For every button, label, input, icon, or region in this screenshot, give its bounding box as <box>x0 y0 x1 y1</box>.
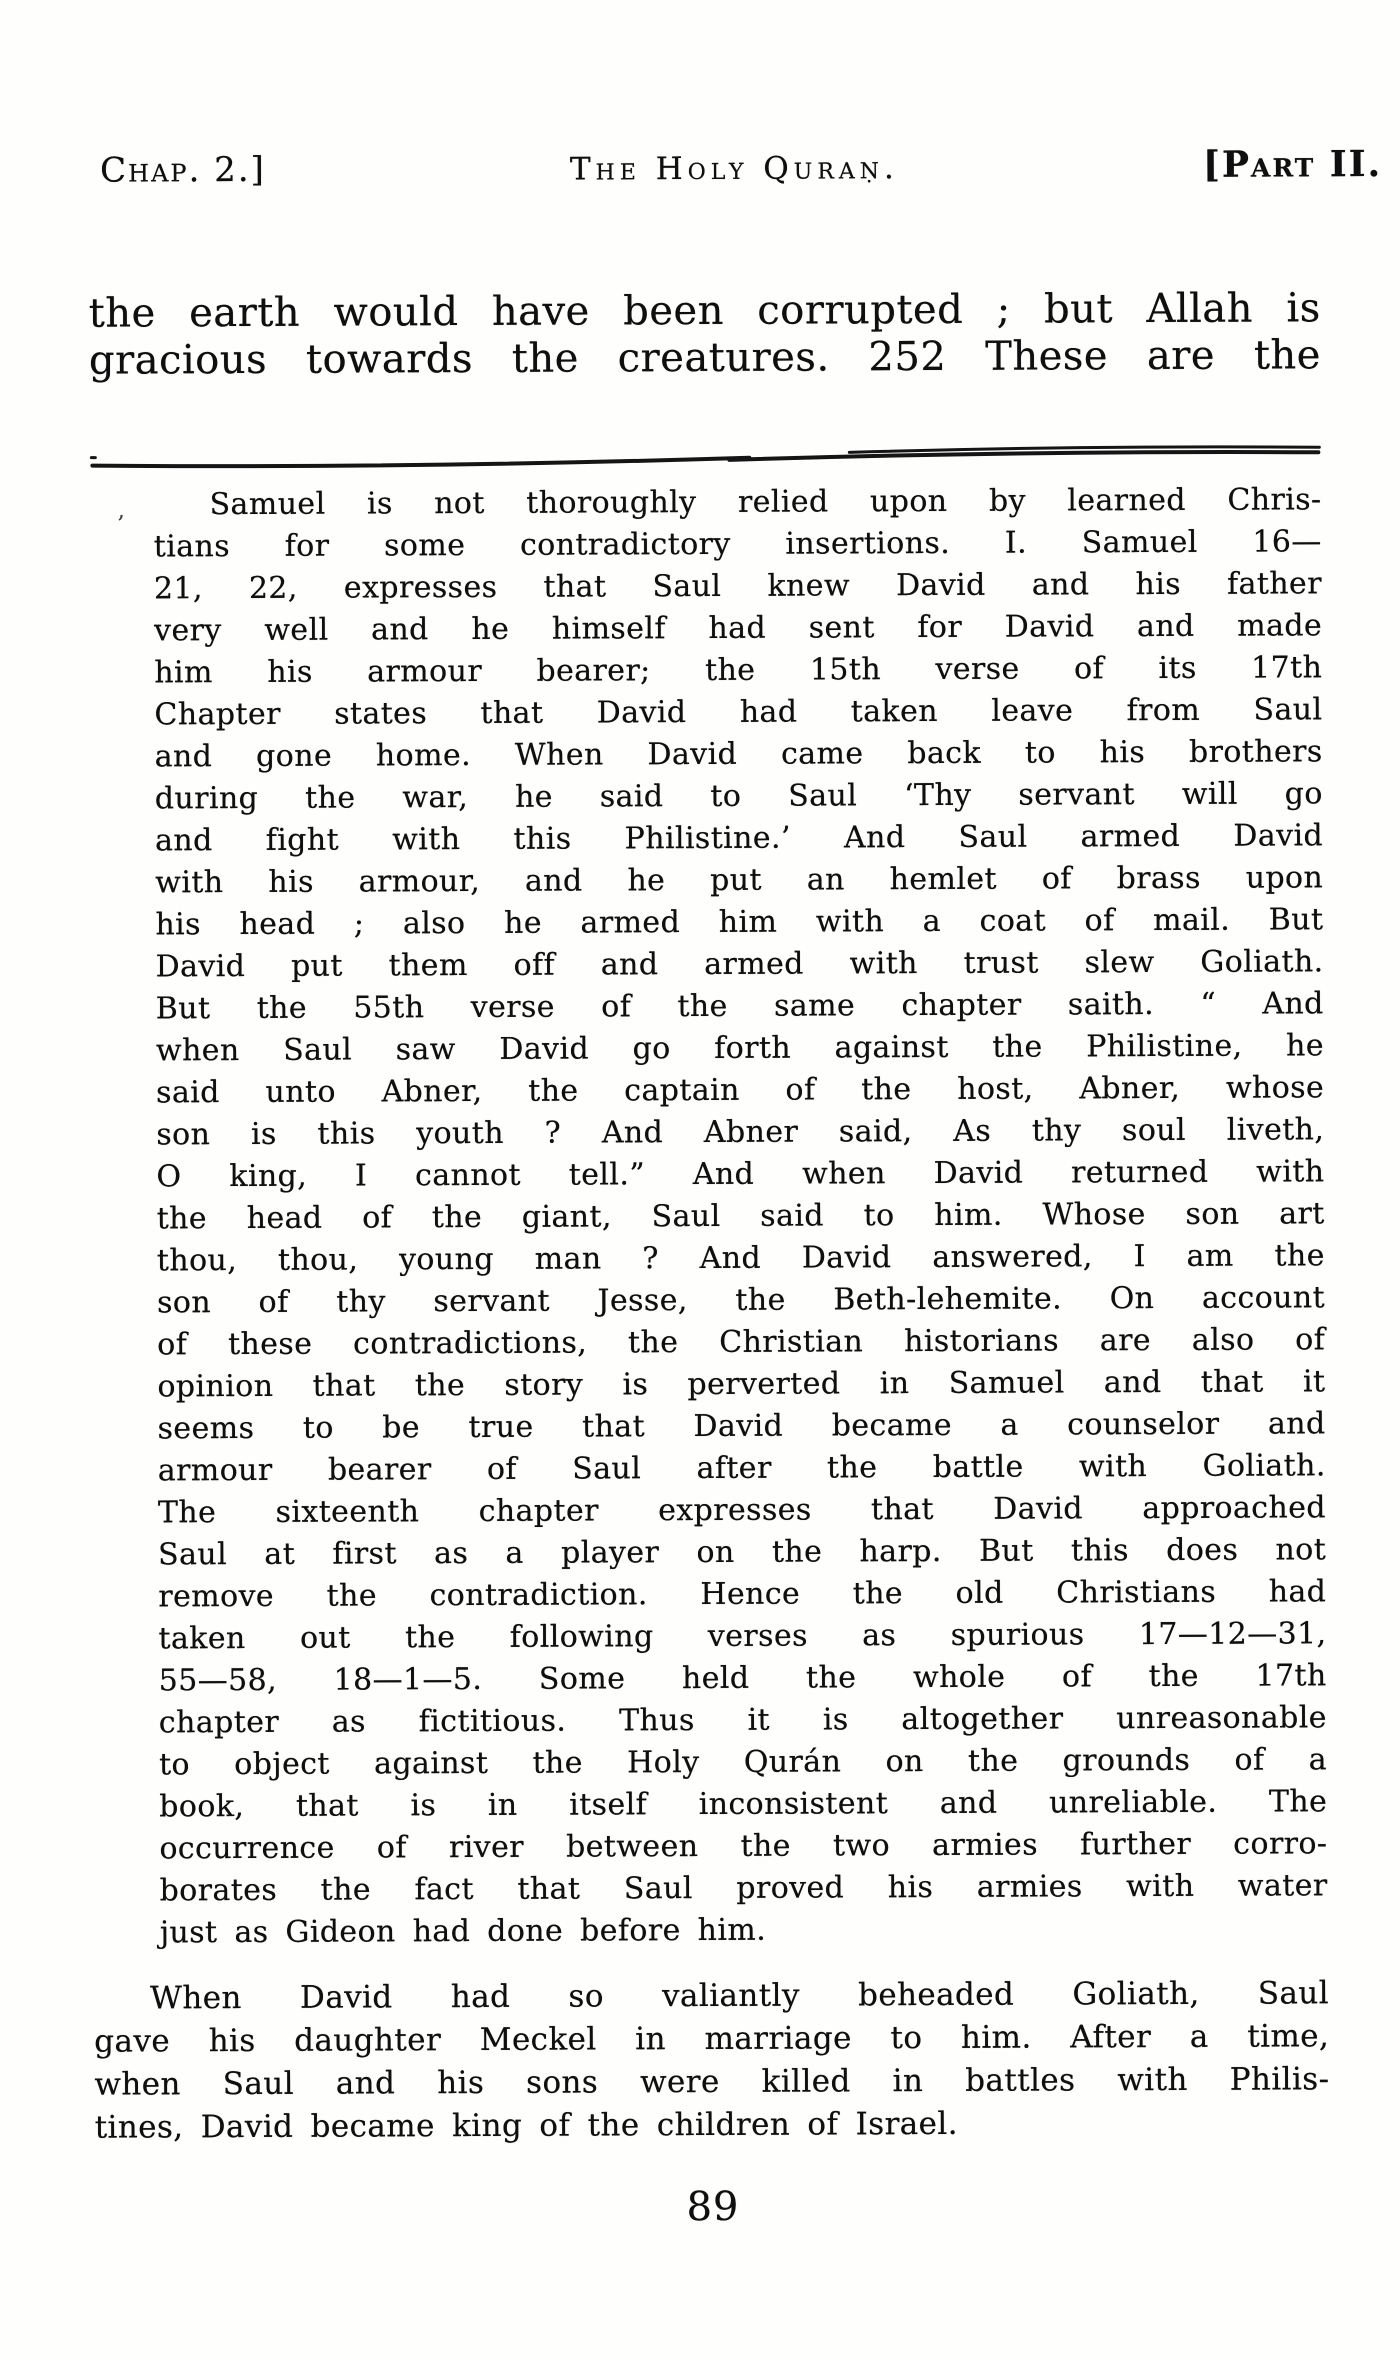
text-line: very well and he himself had sent for David and made <box>154 608 1323 649</box>
part-label: [Part II. <box>1202 143 1383 186</box>
text-line: book, that is in itself inconsistent and unreliable. The <box>159 1784 1328 1825</box>
closing-paragraph <box>94 1972 1330 2149</box>
text-line: But the 55th verse of the same chapter saith. “ And <box>155 986 1324 1027</box>
text-line: Samuel is not thoroughly relied upon by learned Chris- <box>209 482 1322 523</box>
text-line: when Saul and his sons were killed in battles with Philis- <box>94 2061 1330 2103</box>
text-line: with his armour, and he put an hemlet of brass upon <box>155 860 1324 901</box>
text-line: of these contradictions, the Christian historians are also of <box>157 1322 1326 1363</box>
text-line: opinion that the story is perverted in Samuel and that it <box>157 1364 1326 1405</box>
text-line: his head ; also he armed him with a coat of mail. But <box>155 902 1324 943</box>
separator-rule <box>89 441 1321 474</box>
text-line: remove the contradiction. Hence the old Christians had <box>158 1574 1327 1615</box>
text-line: occurrence of river between the two armies further corro- <box>159 1826 1328 1867</box>
text-line: and gone home. When David came back to his brothers <box>154 734 1323 775</box>
text-line: When David had so valiantly beheaded Goliath, Saul <box>150 1975 1330 2017</box>
text-line: 21, 22, expresses that Saul knew David and his father <box>153 566 1322 607</box>
text-line: tines, David became king of the children of Israel. <box>94 2105 959 2146</box>
text-line: taken out the following verses as spurious 17—12—31, <box>158 1616 1327 1657</box>
text-line: and fight with this Philistine.’ And Saul armed David <box>154 818 1324 859</box>
text-line: tians for some contradictory insertions. I. Samuel 16— <box>153 524 1322 565</box>
text-line: when Saul saw David go forth against the Philistine, he <box>155 1028 1325 1069</box>
body-text <box>89 285 1321 384</box>
text-line: said unto Abner, the captain of the host, Abner, whose <box>156 1070 1325 1111</box>
text-line: son of thy servant Jesse, the Beth-lehemite. On account <box>156 1280 1326 1321</box>
page-number: 89 <box>686 2183 740 2231</box>
text-line: Chapter states that David had taken leave from Saul <box>154 692 1323 733</box>
text-line: David put them off and armed with trust slew Goliath. <box>155 944 1324 985</box>
text-line: 55—58, 18—1—5. Some held the whole of the 17th <box>158 1658 1327 1699</box>
running-header <box>100 143 1382 191</box>
text-line: chapter as fictitious. Thus it is altogether unreasonable <box>158 1700 1327 1741</box>
text-line: Saul at first as a player on the harp. But this does not <box>158 1532 1327 1573</box>
text-line: son is this youth ? And Abner said, As thy soul liveth, <box>156 1112 1325 1153</box>
text-line: thou, thou, young man ? And David answered, I am the <box>156 1238 1325 1279</box>
text-line: gracious towards the creatures. 252 These are the <box>88 332 1322 384</box>
text-line: armour bearer of Saul after the battle with Goliath. <box>157 1448 1326 1489</box>
footnote-marker: ‚ <box>117 498 126 524</box>
chapter-label: Chap. 2.] <box>100 149 266 191</box>
text-line: O king, I cannot tell.” And when David returned with <box>156 1154 1325 1195</box>
text-line: The sixteenth chapter expresses that David approached <box>157 1490 1327 1531</box>
book-title: The Holy Quraṇ. <box>569 150 899 188</box>
text-line: just as Gideon had done before him. <box>159 1912 767 1951</box>
text-line: him his armour bearer; the 15th verse of its 17th <box>154 650 1323 691</box>
text-line: the earth would have been corrupted ; but Allah is <box>88 285 1321 337</box>
text-line: gave his daughter Meckel in marriage to him. After a time, <box>94 2018 1330 2060</box>
text-line: during the war, he said to Saul ‘Thy servant will go <box>154 776 1323 817</box>
text-line: to object against the Holy Qurán on the grounds of a <box>158 1742 1328 1783</box>
text-line: borates the fact that Saul proved his armies with water <box>159 1868 1328 1909</box>
text-line: seems to be true that David became a counselor and <box>157 1406 1326 1447</box>
footnote-text <box>117 479 1328 1954</box>
text-line: the head of the giant, Saul said to him. Whose son art <box>156 1196 1325 1237</box>
